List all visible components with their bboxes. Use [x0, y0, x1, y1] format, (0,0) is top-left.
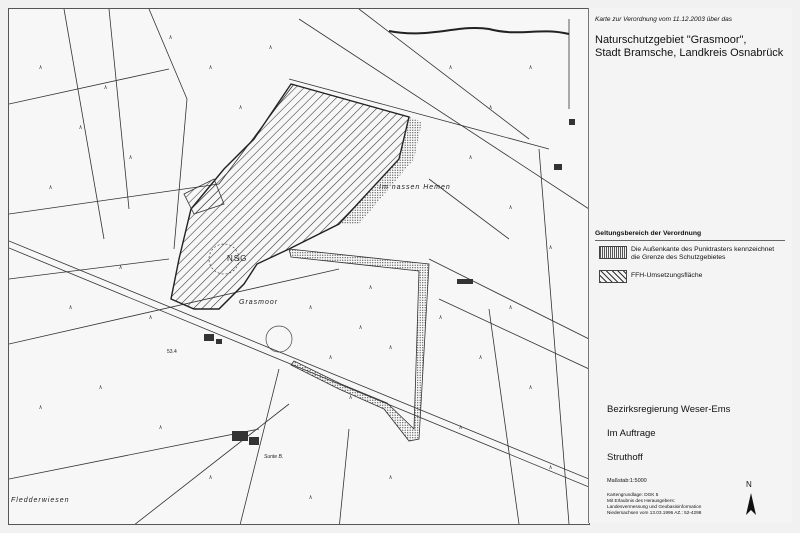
svg-text:٨: ٨ — [129, 154, 133, 161]
svg-text:٨: ٨ — [119, 264, 123, 271]
svg-text:٨: ٨ — [149, 314, 153, 321]
svg-text:٨: ٨ — [369, 284, 373, 291]
svg-text:٨: ٨ — [469, 154, 473, 161]
ffh-hatch-swatch — [599, 270, 627, 283]
svg-text:٨: ٨ — [169, 34, 173, 41]
legend-header: Karte zur Verordnung vom 11.12.2003 über das — [595, 16, 732, 23]
svg-text:٨: ٨ — [529, 384, 533, 391]
svg-text:٨: ٨ — [39, 404, 43, 411]
svg-text:٨: ٨ — [359, 324, 363, 331]
svg-text:٨: ٨ — [449, 64, 453, 71]
svg-text:٨: ٨ — [104, 84, 108, 91]
svg-text:٨: ٨ — [159, 424, 163, 431]
basis-line4: Niedersachsen vom 13.03.1996 AZ.: 52-4298 — [607, 510, 702, 515]
svg-text:٨: ٨ — [309, 494, 313, 501]
authority-text: Bezirksregierung Weser-Ems — [607, 404, 731, 415]
svg-text:٨: ٨ — [489, 104, 493, 111]
legend-panel — [588, 8, 792, 523]
svg-text:٨: ٨ — [209, 474, 213, 481]
svg-text:٨: ٨ — [389, 344, 393, 351]
signer-text: Struthoff — [607, 452, 643, 463]
basis-line2: Mit Erlaubnis des Herausgebers: — [607, 498, 676, 503]
svg-text:٨: ٨ — [99, 384, 103, 391]
north-label: N — [746, 480, 752, 489]
map-label-height: 53.4 — [167, 349, 177, 355]
map-drawing — [9, 9, 589, 524]
svg-text:٨: ٨ — [269, 44, 273, 51]
svg-text:٨: ٨ — [329, 354, 333, 361]
scope-heading: Geltungsbereich der Verordnung — [595, 230, 702, 237]
svg-text:٨: ٨ — [209, 64, 213, 71]
svg-text:٨: ٨ — [69, 304, 73, 311]
map-label-farm: Sunte B. — [264, 454, 284, 460]
svg-text:٨: ٨ — [239, 104, 243, 111]
dot-raster-swatch — [599, 246, 627, 259]
svg-text:٨: ٨ — [49, 184, 53, 191]
svg-text:٨: ٨ — [349, 394, 353, 401]
svg-text:٨: ٨ — [509, 204, 513, 211]
stream-line — [389, 28, 569, 34]
map-label-fields: Fledderwiesen — [11, 497, 70, 504]
legend-title-line1: Naturschutzgebiet "Grasmoor", — [595, 34, 747, 46]
scope-item2: FFH-Umsetzungsfläche — [631, 272, 703, 279]
map-label-nsg: NSG — [227, 254, 248, 263]
basis-line3: Landesvermessung und Geobasisinformation — [607, 504, 702, 509]
svg-text:٨: ٨ — [529, 64, 533, 71]
svg-text:٨: ٨ — [479, 354, 483, 361]
scale-text: Maßstab:1:5000 — [607, 478, 647, 484]
scope-divider — [595, 240, 785, 241]
svg-text:٨: ٨ — [79, 124, 83, 131]
svg-text:٨: ٨ — [459, 424, 463, 431]
svg-text:٨: ٨ — [509, 304, 513, 311]
map-label-moor: Grasmoor — [239, 299, 279, 306]
svg-text:٨: ٨ — [549, 464, 553, 471]
on-behalf-text: Im Auftrage — [607, 428, 656, 439]
scope-item1-line1: Die Außenkante des Punktrasters kennzeichnet — [631, 246, 775, 253]
legend-title-line2: Stadt Bramsche, Landkreis Osnabrück — [595, 47, 784, 59]
basis-line1: Kartengrundlage: DGK 5 — [607, 492, 659, 497]
map-label-meadow: Im nassen Hemen — [379, 184, 451, 191]
svg-text:٨: ٨ — [549, 244, 553, 251]
svg-text:٨: ٨ — [309, 304, 313, 311]
svg-text:٨: ٨ — [389, 474, 393, 481]
scope-item1-line2: die Grenze des Schutzgebietes — [631, 254, 726, 261]
svg-text:٨: ٨ — [439, 314, 443, 321]
svg-text:٨: ٨ — [39, 64, 43, 71]
map-area[interactable] — [8, 8, 590, 525]
